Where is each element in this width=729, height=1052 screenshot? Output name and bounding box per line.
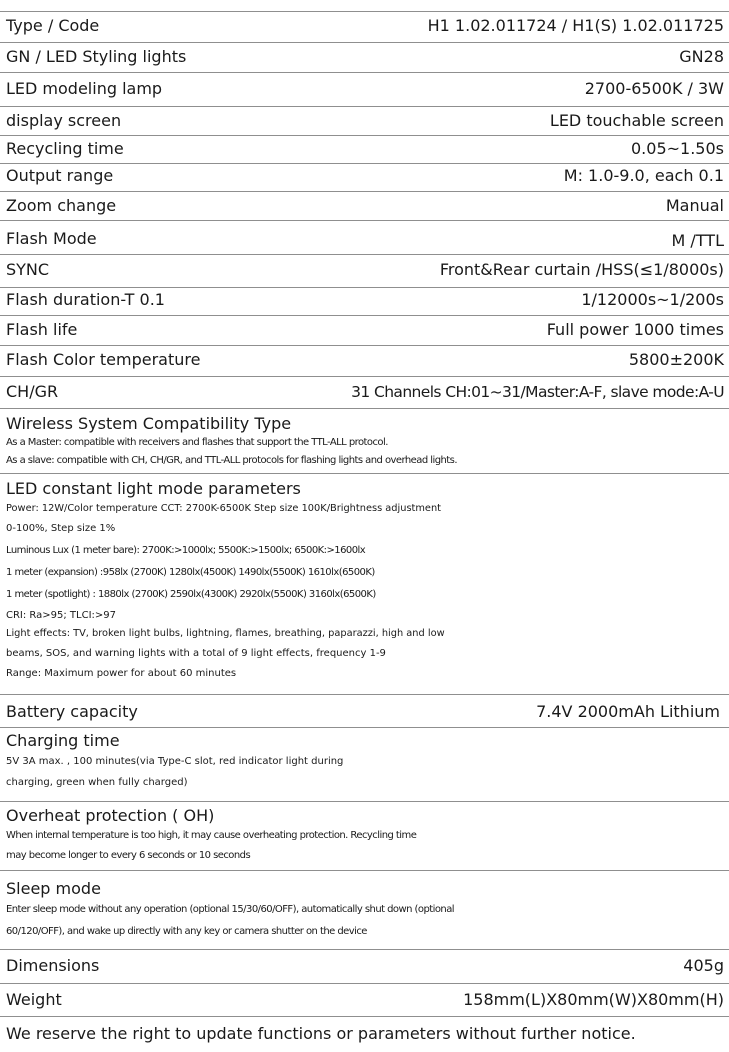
spec-row-battery <box>6 702 720 722</box>
divider <box>0 801 729 802</box>
divider <box>0 106 729 107</box>
spec-label: SYNC <box>6 260 50 279</box>
spec-row-output-range <box>6 166 724 186</box>
spec-value: 0.05~1.50s <box>631 139 724 158</box>
spec-row-display-screen <box>6 111 724 131</box>
spec-value: 2700-6500K / 3W <box>584 79 724 98</box>
spec-value: LED touchable screen <box>549 111 724 130</box>
divider <box>0 135 729 136</box>
spec-value: 158mm(L)X80mm(W)X80mm(H) <box>463 990 724 1009</box>
spec-label: Flash duration-T 0.1 <box>6 290 165 309</box>
block-line: 1 meter (spotlight) : 1880lx (2700K) 2590lx(4300K) 2920lx(5500K) 3160lx(6500K) <box>6 589 376 600</box>
spec-value: GN28 <box>679 47 724 66</box>
charging-block <box>6 731 726 793</box>
divider <box>0 408 729 409</box>
divider <box>0 345 729 346</box>
wireless-compatibility-block <box>6 414 726 470</box>
spec-value: 31 Channels CH:01~31/Master:A-F, slave mode:A-U <box>351 383 724 401</box>
spec-label: Flash Color temperature <box>6 350 201 369</box>
spec-label: GN / LED Styling lights <box>6 47 187 66</box>
divider <box>0 163 729 164</box>
block-line: 0-100%, Step size 1% <box>6 523 116 534</box>
block-line: Range: Maximum power for about 60 minutes <box>6 668 237 679</box>
block-line: may become longer to every 6 seconds or 10 seconds <box>6 850 251 861</box>
spec-row-zoom-change <box>6 196 724 216</box>
divider <box>0 315 729 316</box>
spec-value: H1 1.02.011724 / H1(S) 1.02.011725 <box>427 16 724 35</box>
spec-value: Manual <box>665 196 724 215</box>
spec-label: Zoom change <box>6 196 117 215</box>
spec-label: Recycling time <box>6 139 124 158</box>
block-line: charging, green when fully charged) <box>6 777 188 788</box>
block-line: 60/120/OFF), and wake up directly with any key or camera shutter on the device <box>6 926 367 937</box>
spec-label: Type / Code <box>6 16 100 35</box>
block-line: As a slave: compatible with CH, CH/GR, and TTL-ALL protocols for flashing lights and overhead lights. <box>6 455 457 466</box>
divider <box>0 870 729 871</box>
divider <box>0 42 729 43</box>
spec-label: Flash life <box>6 320 78 339</box>
block-line: Light effects: TV, broken light bulbs, lightning, flames, breathing, paparazzi, high and low <box>6 628 445 639</box>
divider <box>0 473 729 474</box>
spec-value: M: 1.0-9.0, each 0.1 <box>563 166 724 185</box>
sleep-mode-block <box>6 879 726 943</box>
divider <box>0 376 729 377</box>
block-line: beams, SOS, and warning lights with a total of 9 light effects, frequency 1-9 <box>6 648 386 659</box>
spec-value: 1/12000s~1/200s <box>581 290 724 309</box>
spec-label: CH/GR <box>6 382 59 401</box>
block-title: Sleep mode <box>6 879 101 898</box>
spec-row-modeling-lamp <box>6 79 724 99</box>
spec-value: 405g <box>683 956 724 975</box>
block-title: Overheat protection ( OH) <box>6 806 215 825</box>
spec-label: Weight <box>6 990 62 1009</box>
spec-row-flash-life <box>6 320 724 340</box>
divider <box>0 72 729 73</box>
spec-row-type-code <box>6 16 724 36</box>
spec-row-gn <box>6 47 724 67</box>
block-title: Charging time <box>6 731 120 750</box>
divider <box>0 727 729 728</box>
led-constant-light-block <box>6 479 726 684</box>
spec-value: M /TTL <box>671 231 724 250</box>
divider <box>0 983 729 984</box>
spec-label: Flash Mode <box>6 229 97 248</box>
spec-row-sync <box>6 260 724 280</box>
divider <box>0 191 729 192</box>
spec-value: Full power 1000 times <box>546 320 724 339</box>
divider <box>0 254 729 255</box>
overheat-protection-block <box>6 806 726 866</box>
spec-value: 7.4V 2000mAh Lithium <box>536 702 720 721</box>
spec-row-recycling-time <box>6 139 724 159</box>
block-line: As a Master: compatible with receivers and flashes that support the TTL-ALL protocol. <box>6 437 388 448</box>
block-line: 1 meter (expansion) :958lx (2700K) 1280lx(4500K) 1490lx(5500K) 1610lx(6500K) <box>6 567 375 578</box>
spec-row-flash-mode <box>6 227 724 251</box>
block-line: When internal temperature is too high, it may cause overheating protection. Recycling time <box>6 830 417 841</box>
divider <box>0 287 729 288</box>
block-line: CRI: Ra>95; TLCI:>97 <box>6 610 117 621</box>
spec-label: Dimensions <box>6 956 100 975</box>
divider <box>0 949 729 950</box>
divider <box>0 11 729 12</box>
spec-row-ch-gr <box>6 382 724 402</box>
block-line: Enter sleep mode without any operation (optional 15/30/60/OFF), automatically shut down (optional <box>6 904 455 915</box>
spec-label: Output range <box>6 166 114 185</box>
spec-row-color-temperature <box>6 350 724 370</box>
block-title: LED constant light mode parameters <box>6 479 301 498</box>
spec-row-weight <box>6 990 724 1010</box>
spec-label: display screen <box>6 111 122 130</box>
spec-value: 5800±200K <box>628 350 724 369</box>
spec-row-dimensions <box>6 956 724 976</box>
spec-value: Front&Rear curtain /HSS(≤1/8000s) <box>439 260 724 279</box>
block-line: Power: 12W/Color temperature CCT: 2700K-6500K Step size 100K/Brightness adjustment <box>6 503 442 514</box>
spec-label: LED modeling lamp <box>6 79 163 98</box>
block-line: Luminous Lux (1 meter bare): 2700K:>1000lx; 5500K:>1500lx; 6500K:>1600lx <box>6 545 366 556</box>
footer-note: We reserve the right to update functions or parameters without further notice. <box>6 1024 636 1043</box>
spec-label: Battery capacity <box>6 702 138 721</box>
divider <box>0 1016 729 1017</box>
divider <box>0 220 729 221</box>
block-line: 5V 3A max. , 100 minutes(via Type-C slot, red indicator light during <box>6 756 344 767</box>
divider <box>0 694 729 695</box>
spec-row-flash-duration <box>6 290 724 310</box>
block-title: Wireless System Compatibility Type <box>6 414 292 433</box>
